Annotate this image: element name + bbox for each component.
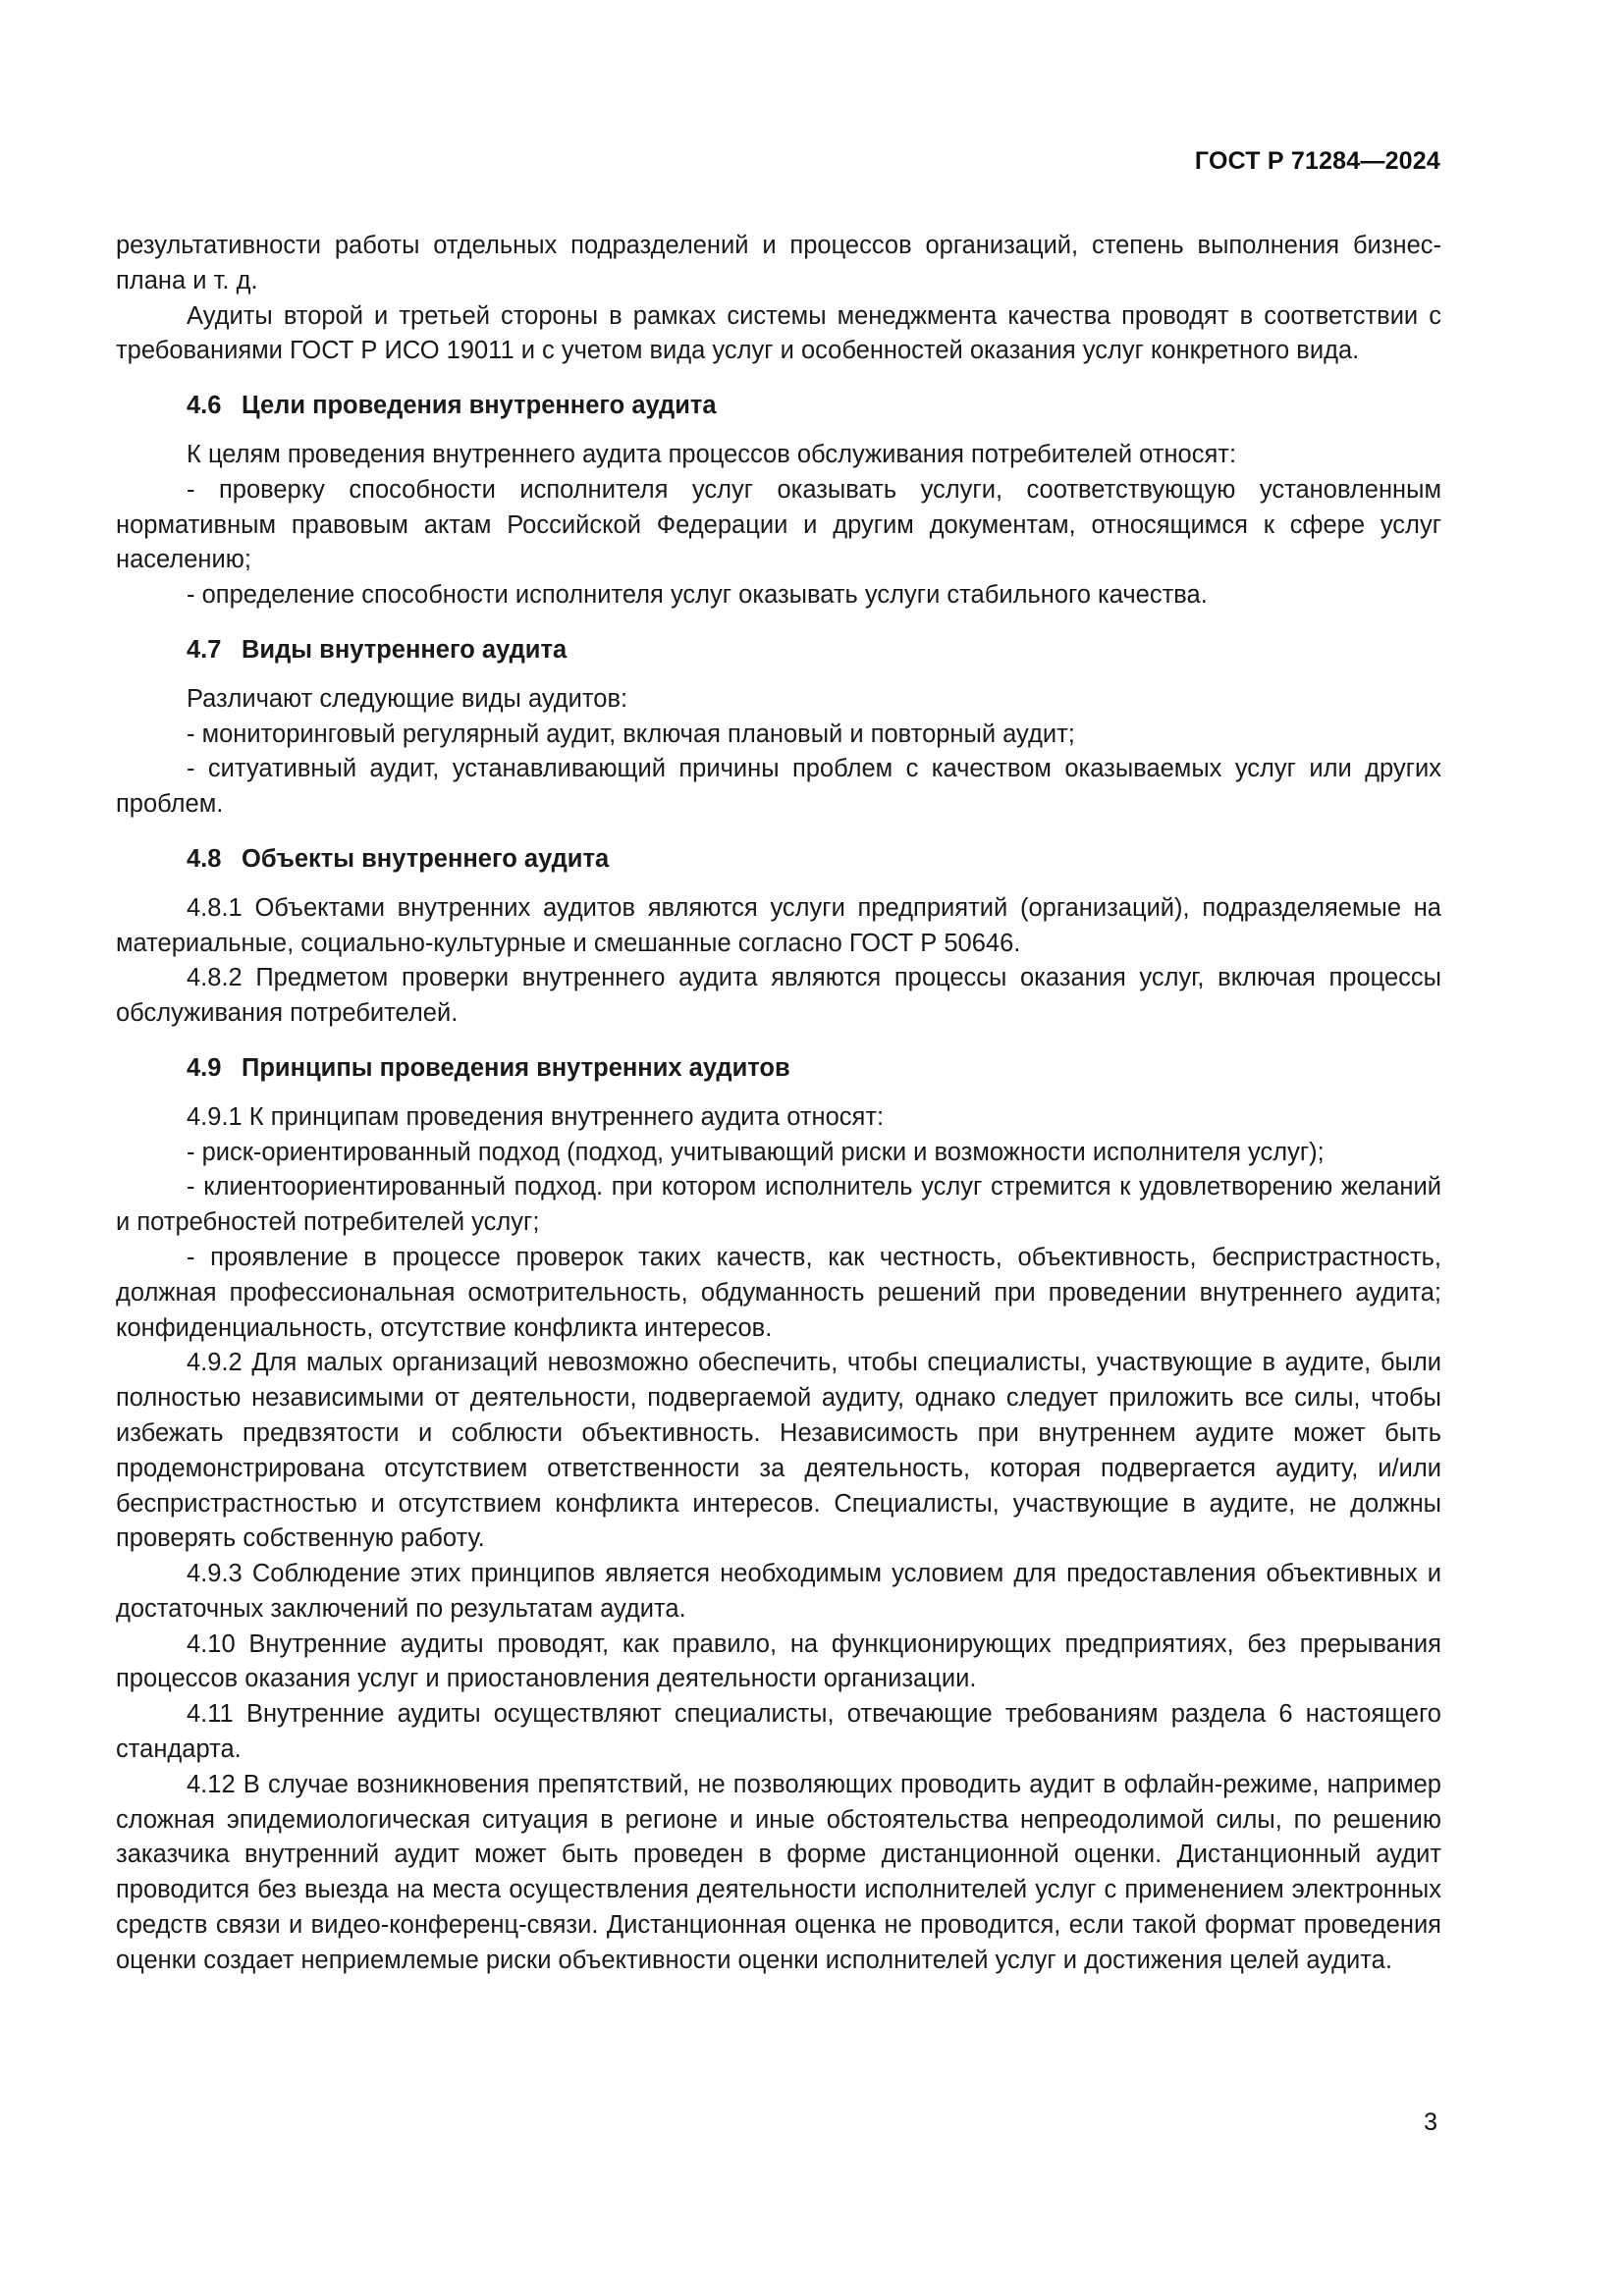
page-number: 3 xyxy=(1424,2109,1437,2136)
paragraph-continuation: результативности работы отдельных подразделений и процессов организаций, степень выполнения бизнес-плана и т. д. xyxy=(116,232,1441,294)
section-heading-4-7 xyxy=(116,633,1441,668)
document-designation: ГОСТ Р 71284—2024 xyxy=(1194,147,1440,175)
paragraph-4-6-intro: К целям проведения внутреннего аудита процессов обслуживания потребителей относят: xyxy=(187,440,1237,468)
section-heading-4-8 xyxy=(116,842,1441,878)
paragraph-4-9-1: 4.9.1 К принципам проведения внутреннего аудита относят: xyxy=(187,1102,885,1131)
paragraph-4-8-1: 4.8.1 Объектами внутренних аудитов являются услуги предприятий (организаций), подразделяемые на материальные, социально-культурные и смешанные согласно ГОСТ Р 50646. xyxy=(116,893,1441,957)
list-item: - проверку способности исполнителя услуг оказывать услуги, соответствующую установленным нормативным правовым актам Российской Федерации и другим документам, относящимся к сфере услуг населению; xyxy=(116,475,1441,574)
paragraph-4-9-2: 4.9.2 Для малых организаций невозможно обеспечить, чтобы специалисты, участвующие в аудите, были полностью независимыми от деятельности, подвергаемой аудиту, однако следует приложить все силы, чтобы избежать предвзятости и соблюсти объективность. Независимость при внутреннем аудите может быть продемонстрирована отсутствием ответственности за деятельность, которая подвергается аудиту, и/или беспристрастностью и отсутствием конфликта интересов. Специалисты, участвующие в аудите, не должны проверять собственную работу. xyxy=(116,1349,1441,1553)
paragraph-4-8-2: 4.8.2 Предметом проверки внутреннего аудита являются процессы оказания услуг, включая процессы обслуживания потребителей. xyxy=(116,964,1441,1028)
paragraph-4-11: 4.11 Внутренние аудиты осуществляют специалисты, отвечающие требованиям раздела 6 настоящего стандарта. xyxy=(116,1700,1441,1764)
section-title: Цели проведения внутреннего аудита xyxy=(242,392,717,420)
paragraph-4-9-3: 4.9.3 Соблюдение этих принципов является необходимым условием для предоставления объективных и достаточных заключений по результатам аудита. xyxy=(116,1560,1441,1623)
section-number: 4.6 xyxy=(187,392,222,420)
section-title: Виды внутреннего аудита xyxy=(242,635,568,664)
list-item: - ситуативный аудит, устанавливающий причины проблем с качеством оказываемых услуг или других проблем. xyxy=(116,755,1441,819)
paragraph-audits-second-third-party: Аудиты второй и третьей стороны в рамках системы менеджмента качества проводят в соответствии с требованиями ГОСТ Р ИСО 19011 и с учетом вида услуг и особенностей оказания услуг конкретного вида. xyxy=(116,301,1441,365)
list-item: - определение способности исполнителя услуг оказывать услуги стабильного качества. xyxy=(187,581,1208,610)
section-title: Объекты внутреннего аудита xyxy=(242,844,610,873)
section-title: Принципы проведения внутренних аудитов xyxy=(242,1053,790,1082)
section-heading-4-6 xyxy=(116,389,1441,424)
paragraph-4-10: 4.10 Внутренние аудиты проводят, как правило, на функционирующих предприятиях, без прерывания процессов оказания услуг и приостановления деятельности организации. xyxy=(116,1629,1441,1693)
list-item: - проявление в процессе проверок таких качеств, как честность, объективность, беспристрастность, должная профессиональная осмотрительность, обдуманность решений при проведении внутреннего аудита; конфиденциальность, отсутствие конфликта интересов. xyxy=(116,1243,1441,1342)
document-body xyxy=(116,229,1441,1979)
paragraph-4-12: 4.12 В случае возникновения препятствий, не позволяющих проводить аудит в офлайн-режиме, например сложная эпидемиологическая ситуация в регионе и иные обстоятельства непреодолимой силы, по решению заказчика внутренний аудит может быть проведен в форме дистанционной оценки. Дистанционный аудит проводится без выезда на места осуществления деятельности исполнителей услуг с применением электронных средств связи и видео-конференц-связи. Дистанционная оценка не проводится, если такой формат проведения оценки создает неприемлемые риски объективности оценки исполнителей услуг и достижения целей аудита. xyxy=(116,1770,1441,1974)
section-number: 4.9 xyxy=(187,1053,222,1082)
list-item: - риск-ориентированный подход (подход, учитывающий риски и возможности исполнителя услуг); xyxy=(187,1138,1325,1166)
section-number: 4.7 xyxy=(187,635,222,664)
list-item: - мониторинговый регулярный аудит, включая плановый и повторный аудит; xyxy=(187,720,1075,748)
list-item: - клиентоориентированный подход. при котором исполнитель услуг стремится к удовлетворению желаний и потребностей потребителей услуг; xyxy=(116,1173,1441,1237)
section-number: 4.8 xyxy=(187,844,222,873)
section-heading-4-9 xyxy=(116,1051,1441,1087)
paragraph-4-7-intro: Различают следующие виды аудитов: xyxy=(187,684,628,713)
